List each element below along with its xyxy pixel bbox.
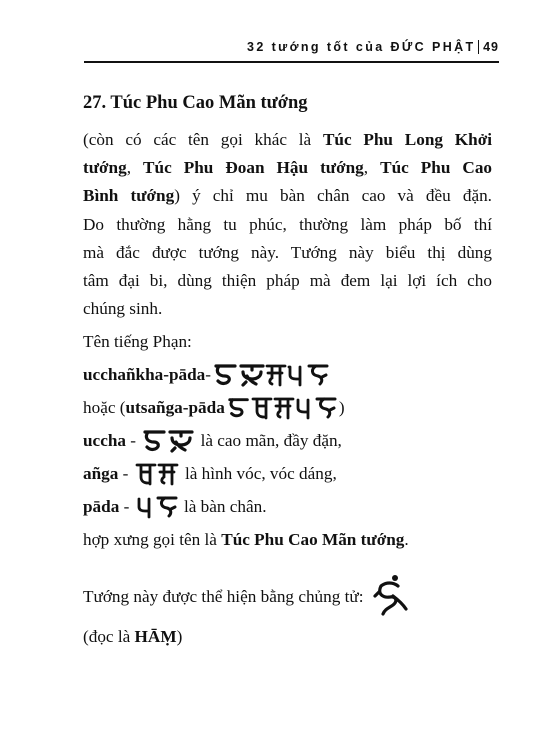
intro-line: Do thường hằng tu phúc, thường làm pháp bố thí [83, 214, 492, 234]
running-header [247, 40, 499, 54]
alt-prefix: hoặc ( [83, 398, 126, 418]
alt-suffix: ) [338, 398, 345, 418]
sanskrit-alt-row [83, 393, 492, 423]
intro-line: mà đắc được tướng này. Tướng này biểu thị dùng [83, 242, 492, 262]
header-rule [84, 61, 499, 63]
seed-syllable-line [83, 571, 492, 622]
sanskrit-section [83, 327, 492, 522]
separator-text: - [118, 464, 133, 484]
siddham-glyph-ccha-icon [168, 429, 194, 453]
alt-name: Túc Phu Đoan Hậu tướng [143, 158, 364, 178]
siddham-glyph-pa-icon [295, 396, 315, 420]
sanskrit-term-row [83, 360, 492, 390]
gloss-row [83, 426, 492, 456]
alt-name: Túc Phu Long Khởi [322, 130, 492, 149]
siddham-glyph-u-icon [142, 429, 168, 453]
page-content [83, 89, 492, 651]
section-heading: 27. Túc Phu Cao Mãn tướng [83, 93, 308, 113]
siddham-glyph-u-icon [213, 363, 239, 387]
siddham-script-anga [135, 462, 179, 486]
alt-name: Túc Phu Cao [380, 158, 493, 178]
siddham-seed-syllable-ham-icon [373, 574, 409, 625]
gloss-meaning: là hình vóc, vóc dáng, [180, 464, 337, 484]
intro-line [83, 154, 492, 182]
conclusion-line [83, 525, 492, 555]
siddham-glyph-tsa-icon [251, 396, 273, 420]
intro-line: chúng sinh. [83, 299, 163, 319]
siddham-script-pada [136, 495, 178, 519]
siddham-glyph-pa-icon [136, 495, 156, 519]
gloss-term: pāda [83, 497, 120, 517]
separator-text: - [119, 497, 134, 517]
gloss-meaning: là bàn chân. [179, 497, 267, 517]
sanskrit-term: utsañga-pāda [125, 398, 225, 418]
siddham-script-ucchankha-pada [213, 363, 329, 387]
running-header-title: 32 tướng tốt của ĐỨC PHẬT [247, 40, 476, 54]
sanskrit-label: Tên tiếng Phạn: [83, 332, 192, 352]
siddham-glyph-ccha-icon [239, 363, 265, 387]
gloss-meaning: là cao mãn, đầy đặn, [196, 431, 342, 451]
intro-paragraph [83, 126, 492, 323]
intro-line [83, 126, 492, 154]
siddham-glyph-nga-icon [273, 396, 295, 420]
sanskrit-term: ucchañkha-pāda [83, 365, 206, 385]
intro-line: tâm đại bi, dùng thiện pháp mà đem lại lợi ích cho [83, 271, 492, 291]
separator-text: - [205, 365, 212, 385]
siddham-script-utsanga-pada [227, 396, 337, 420]
siddham-glyph-kha-icon [265, 363, 287, 387]
alt-name: Bình tướng [83, 186, 175, 206]
siddham-glyph-a-icon [135, 462, 157, 486]
intro-line [83, 182, 492, 210]
conclusion-name: Túc Phu Cao Mãn tướng [221, 530, 405, 550]
reading-text: (đọc là [83, 626, 135, 646]
siddham-glyph-nga-icon [157, 462, 179, 486]
intro-text: , [126, 158, 144, 178]
gloss-term: añga [83, 464, 119, 484]
siddham-glyph-da-icon [307, 363, 329, 387]
seed-syllable-text: Tướng này được thể hiện bằng chủng tử: [83, 586, 364, 606]
siddham-glyph-da-icon [156, 495, 178, 519]
header-separator [478, 40, 480, 54]
gloss-term: uccha [83, 431, 126, 451]
seed-reading: HĀṂ [134, 626, 177, 646]
conclusion-text: hợp xưng gọi tên là [83, 530, 222, 550]
gloss-row [83, 492, 492, 522]
intro-text: ) ý chỉ mu bàn chân cao và đều đặn. [174, 186, 492, 206]
intro-text: , [363, 158, 381, 178]
siddham-glyph-u-icon [227, 396, 251, 420]
page-number: 49 [483, 40, 499, 54]
intro-text: (còn có các tên gọi khác là [83, 130, 323, 149]
seed-reading-line [83, 623, 492, 651]
reading-text: ) [176, 626, 183, 646]
separator-text: - [125, 431, 141, 451]
siddham-glyph-pa-icon [287, 363, 307, 387]
siddham-script-uccha [142, 429, 194, 453]
gloss-row [83, 459, 492, 489]
alt-name: tướng [83, 158, 127, 178]
siddham-glyph-da-icon [315, 396, 337, 420]
conclusion-text: . [404, 530, 409, 550]
